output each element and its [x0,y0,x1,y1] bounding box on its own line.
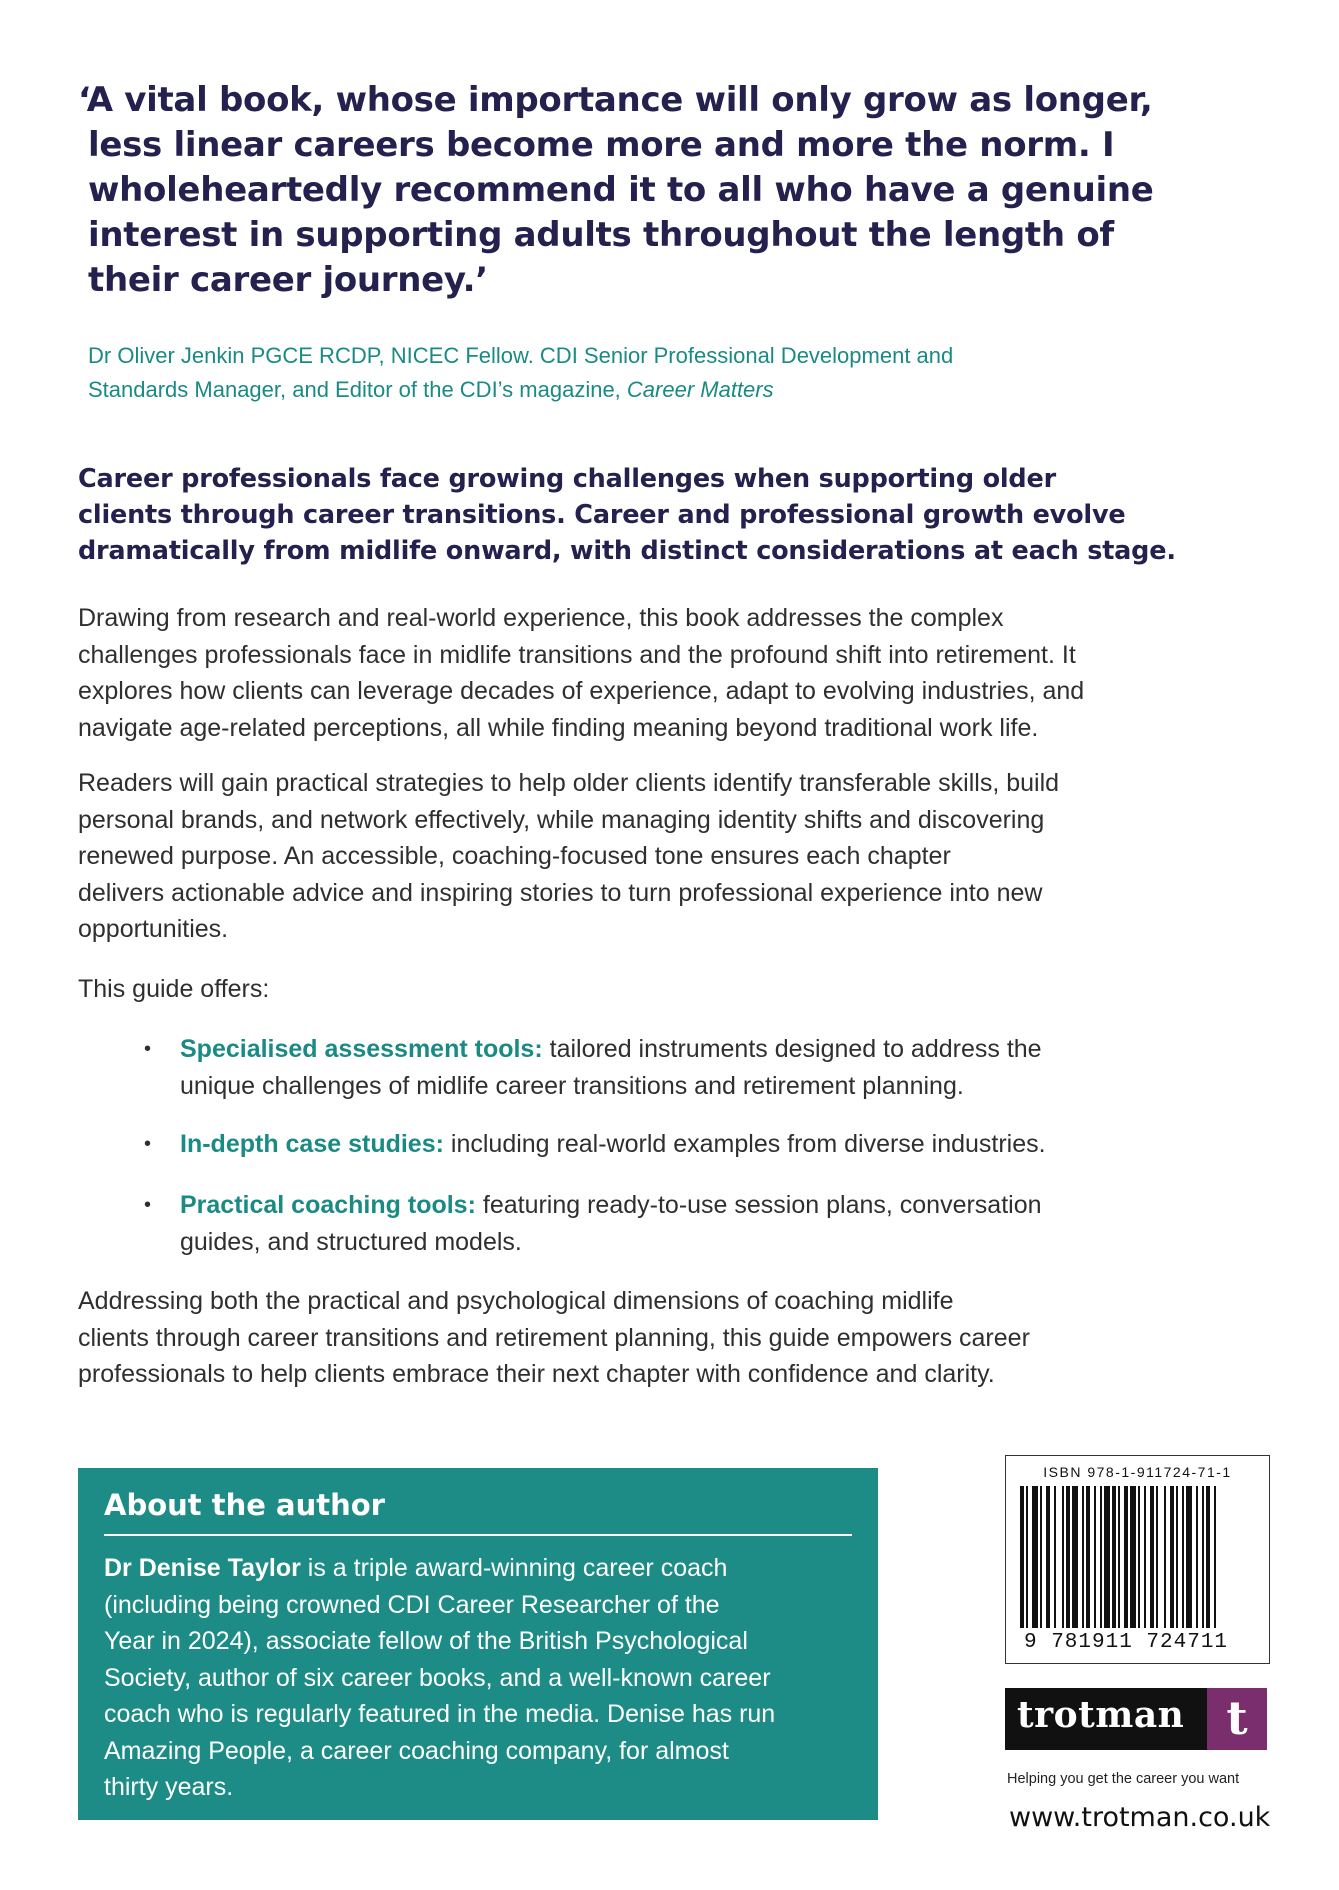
isbn-barcode [1005,1455,1270,1664]
intro-line: Career professionals face growing challenges when supporting older [78,464,1056,494]
isbn-label: ISBN 978-1-911724-71-1 [1043,1464,1232,1480]
barcode-bar [1020,1486,1024,1628]
bullet-line: guides, and structured models. [180,1227,522,1256]
barcode-bar [1104,1486,1110,1628]
logo-mark: t [1207,1688,1267,1750]
barcode-bar [1066,1486,1070,1628]
paragraph-line: delivers actionable advice and inspiring stories to turn professional experience into new [78,878,1043,907]
paragraph-line: personal brands, and network effectively, while managing identity shifts and discovering [78,805,1045,834]
barcode-bar [1026,1486,1028,1628]
bullet-term: In-depth case studies: [180,1130,444,1158]
quote-line: ‘A vital book, whose importance will only grow as longer, [78,80,1153,120]
quote-line: their career journey.’ [88,260,488,300]
barcode-bar [1144,1486,1146,1628]
paragraph-line: Addressing both the practical and psychological dimensions of coaching midlife [78,1287,954,1315]
quote-line: wholeheartedly recommend it to all who have a genuine [88,170,1154,210]
barcode-bar [1094,1486,1096,1628]
bio-text: is a triple award-winning career coach [300,1554,728,1582]
bullet-line [180,1031,1220,1068]
quote-line: interest in supporting adults throughout the length of [88,215,1114,255]
bullet-line: unique challenges of midlife career transitions and retirement planning. [180,1071,964,1100]
bullet-icon: • [144,1194,152,1216]
attribution-line [88,373,1218,407]
intro-line: clients through career transitions. Career and professional growth evolve [78,500,1126,530]
paragraph-line: Readers will gain practical strategies to help older clients identify transferable skills, build [78,769,1060,797]
barcode-bar [1046,1486,1050,1628]
trotman-logo [1005,1688,1267,1750]
barcode-bar [1086,1486,1090,1628]
paragraph-line: challenges professionals face in midlife transitions and the profound shift into retirement. It [78,640,1076,669]
bio-line: thirty years. [104,1773,234,1801]
magazine-title: Career Matters [626,377,774,402]
barcode-bar [1170,1486,1174,1628]
bullet-term: Specialised assessment tools: [180,1035,543,1063]
paragraph-line: clients through career transitions and retirement planning, this guide empowers career [78,1323,1030,1352]
barcode-bar [1186,1486,1192,1628]
barcode-bar [1040,1486,1042,1628]
bullet-text: including real-world examples from diverse industries. [443,1130,1046,1158]
bullet-icon: • [144,1133,152,1155]
body-paragraph-1 [78,600,1218,746]
barcode-bar [1082,1486,1084,1628]
barcode-bar [1182,1486,1184,1628]
quote-attribution [88,339,1218,407]
divider [104,1534,852,1536]
endorsement-quote [78,78,1198,303]
paragraph-line: explores how clients can leverage decades of experience, adapt to evolving industries, and [78,677,1085,705]
barcode-bar [1072,1486,1078,1628]
barcode-digits: 9 781911 724711 [1024,1631,1229,1654]
logo-wordmark: trotman [1017,1694,1185,1736]
attribution-text: Standards Manager, and Editor of the CDI’s magazine, [88,377,627,402]
barcode-bar [1196,1486,1198,1628]
about-author-heading: About the author [104,1488,385,1522]
barcode-bars [1018,1486,1258,1628]
body-paragraph-2 [78,765,1218,948]
paragraph-line: professionals to help clients embrace their next chapter with confidence and clarity. [78,1360,995,1388]
bio-line: Society, author of six career books, and a well-known career [104,1663,771,1692]
barcode-bar [1214,1486,1216,1628]
barcode-bar [1176,1486,1178,1628]
bio-line: (including being crowned CDI Career Researcher of the [104,1590,720,1619]
bullet-term: Practical coaching tools: [180,1191,476,1219]
author-name: Dr Denise Taylor [104,1554,301,1582]
barcode-bar [1130,1486,1136,1628]
bullet-item [144,1187,1220,1260]
bullet-text: featuring ready-to-use session plans, conversation [475,1191,1042,1219]
barcode-bar [1032,1486,1038,1628]
barcode-bar [1112,1486,1116,1628]
barcode-bar [1100,1486,1102,1628]
publisher-tagline: Helping you get the career you want [1007,1771,1240,1787]
barcode-bar [1206,1486,1210,1628]
barcode-bar [1138,1486,1140,1628]
bullet-line [180,1126,1220,1163]
quote-line: less linear careers become more and more the norm. I [88,125,1115,165]
barcode-bar [1054,1486,1056,1628]
offers-intro [78,971,1218,1008]
bullet-text: tailored instruments designed to address the [542,1035,1042,1063]
publisher-url[interactable]: www.trotman.co.uk [1009,1802,1271,1833]
intro-line: dramatically from midlife onward, with distinct considerations at each stage. [78,536,1176,566]
paragraph-line: renewed purpose. An accessible, coaching-focused tone ensures each chapter [78,842,951,870]
bio-line [104,1550,864,1587]
barcode-bar [1202,1486,1204,1628]
barcode-bar [1150,1486,1154,1628]
barcode-bar [1118,1486,1120,1628]
bio-line: coach who is regularly featured in the media. Denise has run [104,1700,776,1728]
about-author-box [78,1468,878,1820]
barcode-bar [1156,1486,1158,1628]
author-bio [104,1550,864,1806]
bio-line: Amazing People, a career coaching company, for almost [104,1736,729,1765]
paragraph-line: This guide offers: [78,975,270,1003]
bullet-icon: • [144,1038,152,1060]
barcode-bar [1164,1486,1166,1628]
barcode-bar [1062,1486,1064,1628]
bullet-item [144,1126,1220,1163]
bio-line: Year in 2024), associate fellow of the British Psychological [104,1627,748,1655]
attribution-line: Dr Oliver Jenkin PGCE RCDP, NICEC Fellow. CDI Senior Professional Development and [88,343,954,368]
paragraph-line: Drawing from research and real-world experience, this book addresses the complex [78,604,1004,632]
barcode-bar [1124,1486,1128,1628]
paragraph-line: navigate age-related perceptions, all while finding meaning beyond traditional work life. [78,713,1039,742]
intro-paragraph [78,461,1208,569]
bullet-item [144,1031,1220,1104]
bullet-line [180,1187,1220,1224]
body-paragraph-3 [78,1283,1218,1393]
paragraph-line: opportunities. [78,915,229,943]
